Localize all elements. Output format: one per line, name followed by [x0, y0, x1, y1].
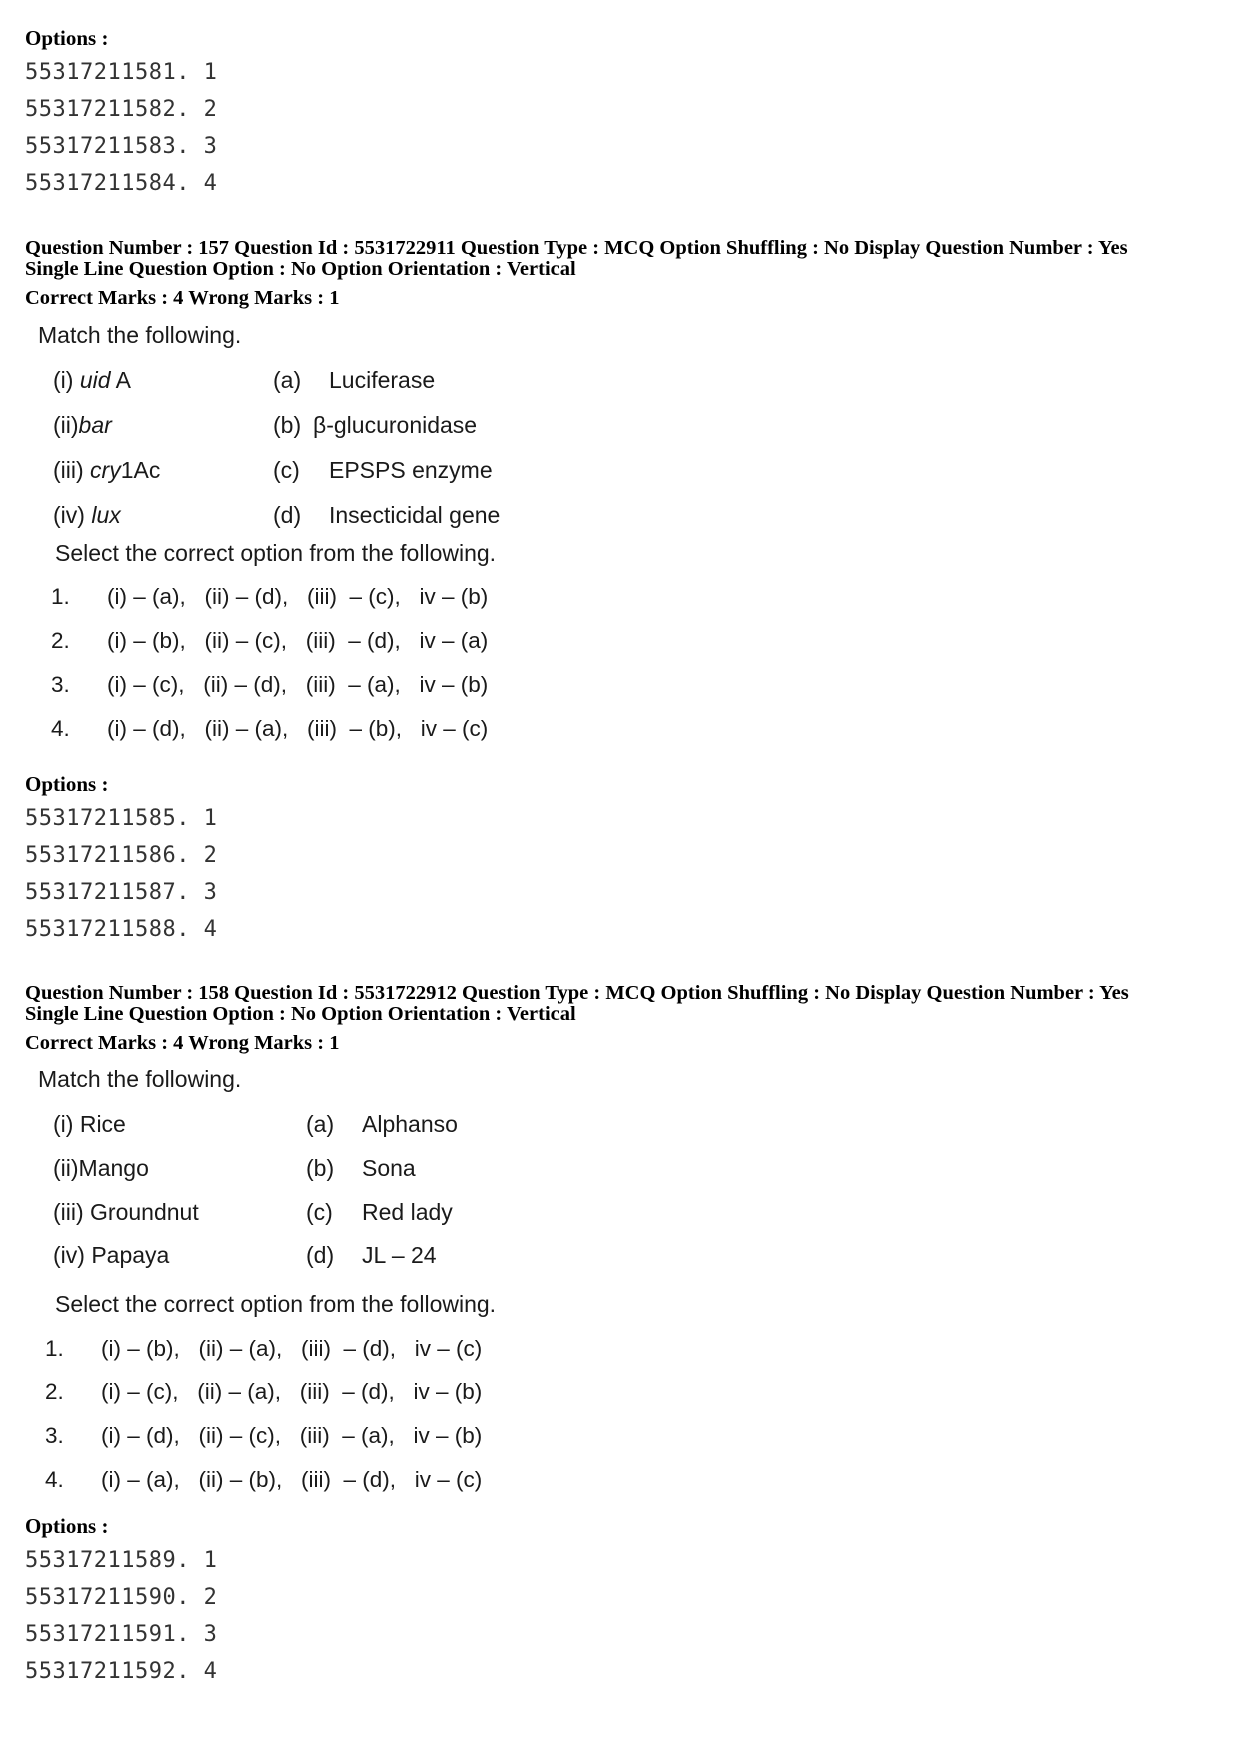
answer-text: (i) – (b), (ii) – (a), (iii) – (d), iv – (c)	[101, 1336, 483, 1361]
option-item: 55317211589. 1	[25, 1548, 218, 1573]
answer-number: 2.	[51, 628, 70, 653]
left-term: Groundnut	[90, 1199, 199, 1225]
answer-text: (i) – (a), (ii) – (d), (iii) – (c), iv – (b)	[107, 584, 489, 609]
right-letter: (c)	[306, 1199, 333, 1225]
question-158-options	[25, 1514, 217, 1690]
right-letter: (a)	[273, 367, 302, 393]
question-158-body	[33, 1066, 553, 1496]
left-num: (i)	[53, 367, 80, 393]
left-num: (ii)	[53, 412, 79, 438]
option-item: 55317211588. 4	[25, 917, 218, 942]
match-right-item	[273, 502, 500, 529]
left-suffix: 1Ac	[120, 457, 161, 483]
left-num: (iii)	[53, 1199, 91, 1225]
answer-text: (i) – (a), (ii) – (b), (iii) – (d), iv – (c)	[101, 1467, 483, 1492]
option-item: 55317211586. 2	[25, 843, 218, 868]
right-text: Sona	[362, 1155, 416, 1181]
match-right-item	[306, 1242, 437, 1269]
answer-choice	[45, 1423, 482, 1449]
question-meta-line-2: Single Line Question Option : No Option Orientation : Vertical	[25, 1003, 576, 1025]
left-term: bar	[78, 412, 112, 438]
question-meta-line-2: Single Line Question Option : No Option Orientation : Vertical	[25, 258, 576, 280]
answer-text: (i) – (c), (ii) – (d), (iii) – (a), iv – (b)	[107, 672, 489, 697]
answer-choice	[51, 672, 488, 698]
option-item: 55317211587. 3	[25, 880, 218, 905]
options-heading: Options :	[25, 1514, 109, 1538]
left-term: Rice	[79, 1111, 126, 1137]
question-marks: Correct Marks : 4 Wrong Marks : 1	[25, 287, 340, 309]
question-157-body	[33, 322, 553, 742]
left-term: cry	[90, 457, 121, 483]
match-left-item	[53, 367, 131, 394]
options-list	[25, 1542, 217, 1690]
option-item: 55317211584. 4	[25, 171, 218, 196]
right-text: EPSPS enzyme	[329, 457, 493, 483]
match-right-item	[273, 457, 493, 484]
match-right-item	[273, 367, 435, 394]
left-suffix: A	[110, 367, 131, 393]
options-heading: Options :	[25, 772, 109, 796]
right-letter: (d)	[306, 1242, 335, 1268]
match-right-item	[306, 1111, 458, 1138]
answer-number: 3.	[45, 1423, 64, 1448]
question-meta-line-1: Question Number : 157 Question Id : 5531722911 Question Type : MCQ Option Shuffling : No Display Question Number : Yes	[25, 237, 1128, 259]
right-text: Red lady	[362, 1199, 453, 1225]
option-item: 55317211581. 1	[25, 60, 218, 85]
option-item: 55317211585. 1	[25, 806, 218, 831]
left-num: (iii)	[53, 457, 91, 483]
question-157-options	[25, 772, 217, 948]
question-marks: Correct Marks : 4 Wrong Marks : 1	[25, 1032, 340, 1054]
question-157-meta	[25, 238, 1128, 309]
right-text: β-glucuronidase	[313, 412, 478, 438]
select-instruction: Select the correct option from the following.	[55, 540, 497, 566]
answer-choice	[45, 1467, 482, 1493]
right-letter: (d)	[273, 502, 302, 528]
right-text: Insecticidal gene	[329, 502, 501, 528]
match-right-item	[306, 1199, 453, 1226]
answer-choice	[45, 1336, 482, 1362]
option-item: 55317211592. 4	[25, 1659, 218, 1684]
match-left-item	[53, 412, 112, 439]
right-letter: (b)	[273, 412, 302, 438]
answer-number: 3.	[51, 672, 70, 697]
answer-text: (i) – (d), (ii) – (a), (iii) – (b), iv – (c)	[107, 716, 489, 741]
options-list	[25, 54, 217, 202]
match-left-item	[53, 1199, 199, 1226]
left-num: (iv)	[53, 1242, 92, 1268]
select-instruction: Select the correct option from the following.	[55, 1291, 497, 1317]
answer-choice	[51, 584, 488, 610]
option-item: 55317211583. 3	[25, 134, 218, 159]
answer-number: 1.	[51, 584, 70, 609]
right-text: Luciferase	[329, 367, 436, 393]
right-letter: (a)	[306, 1111, 335, 1137]
question-title: Match the following.	[38, 322, 242, 348]
match-left-item	[53, 1155, 149, 1182]
right-text: JL – 24	[362, 1242, 437, 1268]
match-right-item	[273, 412, 477, 439]
match-left-item	[53, 457, 160, 484]
answer-text: (i) – (d), (ii) – (c), (iii) – (a), iv – (b)	[101, 1423, 483, 1448]
answer-text: (i) – (c), (ii) – (a), (iii) – (d), iv – (b)	[101, 1379, 483, 1404]
left-num: (i)	[53, 1111, 80, 1137]
right-letter: (b)	[306, 1155, 335, 1181]
match-left-item	[53, 1242, 169, 1269]
left-term: uid	[79, 367, 111, 393]
left-term: Mango	[78, 1155, 149, 1181]
match-left-item	[53, 1111, 126, 1138]
answer-number: 1.	[45, 1336, 64, 1361]
match-left-item	[53, 502, 121, 529]
options-list	[25, 800, 217, 948]
answer-text: (i) – (b), (ii) – (c), (iii) – (d), iv – (a)	[107, 628, 489, 653]
question-meta-line-1: Question Number : 158 Question Id : 5531722912 Question Type : MCQ Option Shuffling : No Display Question Number : Yes	[25, 982, 1129, 1004]
answer-number: 2.	[45, 1379, 64, 1404]
options-heading: Options :	[25, 26, 109, 50]
question-158-meta	[25, 983, 1129, 1054]
right-letter: (c)	[273, 457, 300, 483]
answer-number: 4.	[51, 716, 70, 741]
answer-number: 4.	[45, 1467, 64, 1492]
answer-choice	[51, 628, 488, 654]
answer-choice	[45, 1379, 482, 1405]
left-term: lux	[91, 502, 121, 528]
option-item: 55317211590. 2	[25, 1585, 218, 1610]
right-text: Alphanso	[362, 1111, 458, 1137]
option-item: 55317211591. 3	[25, 1622, 218, 1647]
option-item: 55317211582. 2	[25, 97, 218, 122]
left-term: Papaya	[91, 1242, 170, 1268]
left-num: (iv)	[53, 502, 92, 528]
question-title: Match the following.	[38, 1066, 242, 1092]
left-num: (ii)	[53, 1155, 79, 1181]
answer-choice	[51, 716, 488, 742]
top-options-block	[25, 26, 217, 202]
match-right-item	[306, 1155, 416, 1182]
